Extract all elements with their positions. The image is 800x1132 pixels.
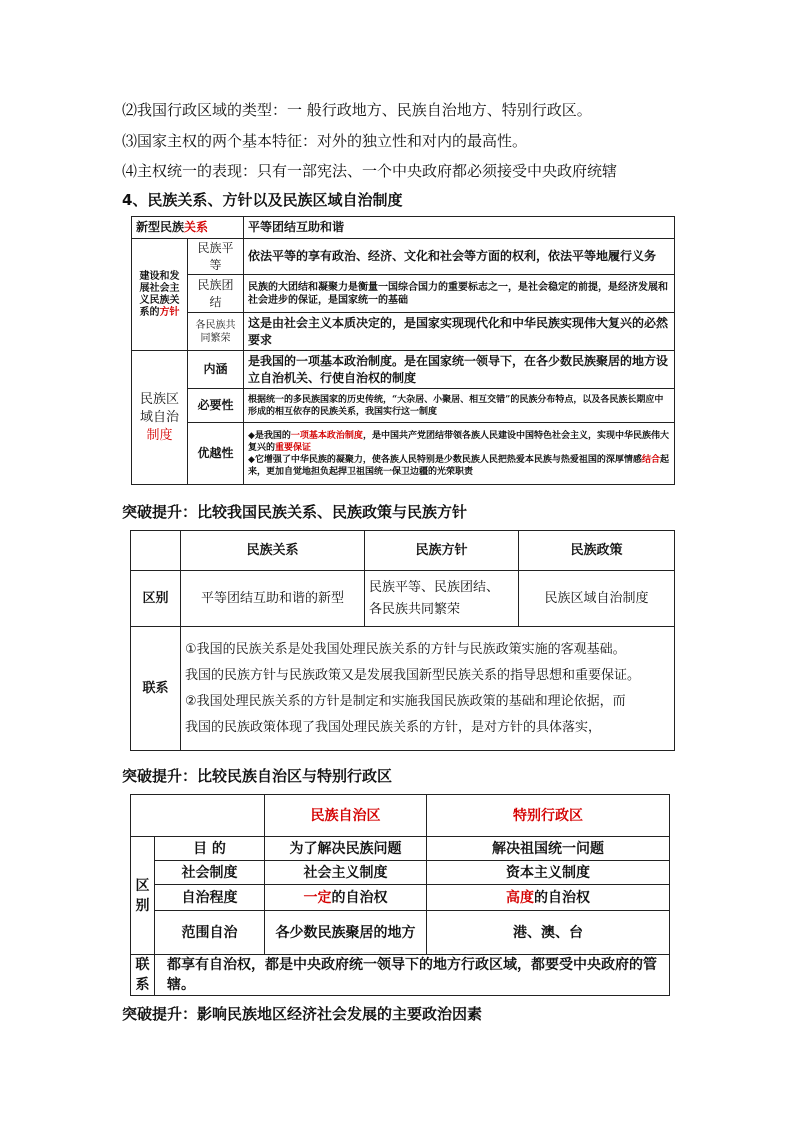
t3-link-label: 联 系 [131,955,155,996]
t2-corner [131,531,181,571]
t2-header-guideline: 民族方针 [365,531,519,571]
t3-purpose-a: 为了解决民族问题 [265,837,427,861]
t2-link-text: ①我国的民族关系是处我国处理民族关系的方针与民族政策实施的客观基础。 我国的民族方针与民族政策又是发展我国新型民族关系的指导思想和重要保证。 ②我国处理民族关系的方针是制定和实施我国民族政策的基础和理论依据，而 我国的民族政策体现了我国处理民族关系的方针，是对方针的具体落实， [181,627,675,751]
relation-policy-compare-table [130,530,675,751]
t3-scope-b: 港、澳、台 [427,911,670,955]
intro-line-4: ⑷主权统一的表现：只有一部宪法、一个中央政府都必须接受中央政府统辖 [122,162,618,180]
necessity-text: 根据统一的多民族国家的历史传统，“大杂居、小聚居、相互交错”的民族分布特点，以及各民族长期应中形成的相互依存的民族关系，我国实行这一制度 [244,389,675,423]
intro-line-2: ⑵我国行政区域的类型：一 般行政地方、民族自治地方、特别行政区。 [122,101,592,119]
break-2-title: 突破提升：比较民族自治区与特别行政区 [122,767,393,785]
section-4-title: 4、民族关系、方针以及民族区域自治制度 [122,191,403,209]
unity-text: 民族的大团结和凝聚力是衡量一国综合国力的重要标志之一，是社会稳定的前提，是经济发展和社会进步的保证，是国家统一的基础 [244,275,675,313]
t3-purpose-b: 解决祖国统一问题 [427,837,670,861]
equality-text: 依法平等的享有政治、经济、文化和社会等方面的权利，依法平等地履行义务 [244,239,675,275]
t2-diff-relation: 平等团结互助和谐的新型 [181,571,365,627]
new-relation-label: 新型民族关系 [132,217,244,239]
new-relation-value: 平等团结互助和谐 [244,217,675,239]
break-3-title: 突破提升：影响民族地区经济社会发展的主要政治因素 [122,1005,483,1023]
t3-header-sar: 特别行政区 [427,795,670,837]
t3-row-purpose: 目 的 [155,837,265,861]
neihan-name: 内涵 [188,351,244,389]
prosperity-text: 这是由社会主义本质决定的，是国家实现现代化和中华民族实现伟大复兴的必然要求 [244,313,675,351]
ethnic-relations-table [131,216,675,485]
t3-degree-a: 一定的自治权 [265,885,427,911]
autonomy-sar-compare-table [130,794,670,996]
t3-diff-label: 区 别 [131,837,155,955]
t3-system-a: 社会主义制度 [265,861,427,885]
equality-name: 民族平等 [188,239,244,275]
autonomy-group-label: 民族区域自治 制度 [132,351,188,485]
t3-corner [131,795,265,837]
t2-diff-label: 区别 [131,571,181,627]
intro-line-3: ⑶国家主权的两个基本特征：对外的独立性和对内的最高性。 [122,132,528,150]
superiority-name: 优越性 [188,423,244,485]
t3-scope-a: 各少数民族聚居的地方 [265,911,427,955]
t2-header-policy: 民族政策 [519,531,675,571]
t2-header-relation: 民族关系 [181,531,365,571]
t3-row-scope: 范围自治 [155,911,265,955]
t3-header-autonomous: 民族自治区 [265,795,427,837]
policy-group-label: 建设和发展社会主义民族关系的方针 [132,239,188,351]
break-1-title: 突破提升：比较我国民族关系、民族政策与民族方针 [122,503,468,521]
unity-name: 民族团结 [188,275,244,313]
superiority-text: ◆是我国的一项基本政治制度，是中国共产党团结带领各族人民建设中国特色社会主义，实现中华民族伟大复兴的重要保证 ◆它增强了中华民族的凝聚力，使各族人民特别是少数民族人民把热爱本民族与热爱祖国的深厚情感结合起来，更加自觉地担负起捍卫祖国统一保卫边疆的光荣职责 [244,423,675,485]
t3-row-degree: 自治程度 [155,885,265,911]
t2-link-label: 联系 [131,627,181,751]
t3-row-system: 社会制度 [155,861,265,885]
neihan-text: 是我国的一项基本政治制度。是在国家统一领导下，在各少数民族聚居的地方设立自治机关、行使自治权的制度 [244,351,675,389]
t2-diff-policy: 民族区域自治制度 [519,571,675,627]
necessity-name: 必要性 [188,389,244,423]
t3-system-b: 资本主义制度 [427,861,670,885]
t3-degree-b: 高度的自治权 [427,885,670,911]
t2-diff-guideline: 民族平等、民族团结、 各民族共同繁荣 [365,571,519,627]
t3-link-text: 都享有自治权，都是中央政府统一领导下的地方行政区域，都要受中央政府的管辖。 [155,955,670,996]
prosperity-name: 各民族共同繁荣 [188,313,244,351]
